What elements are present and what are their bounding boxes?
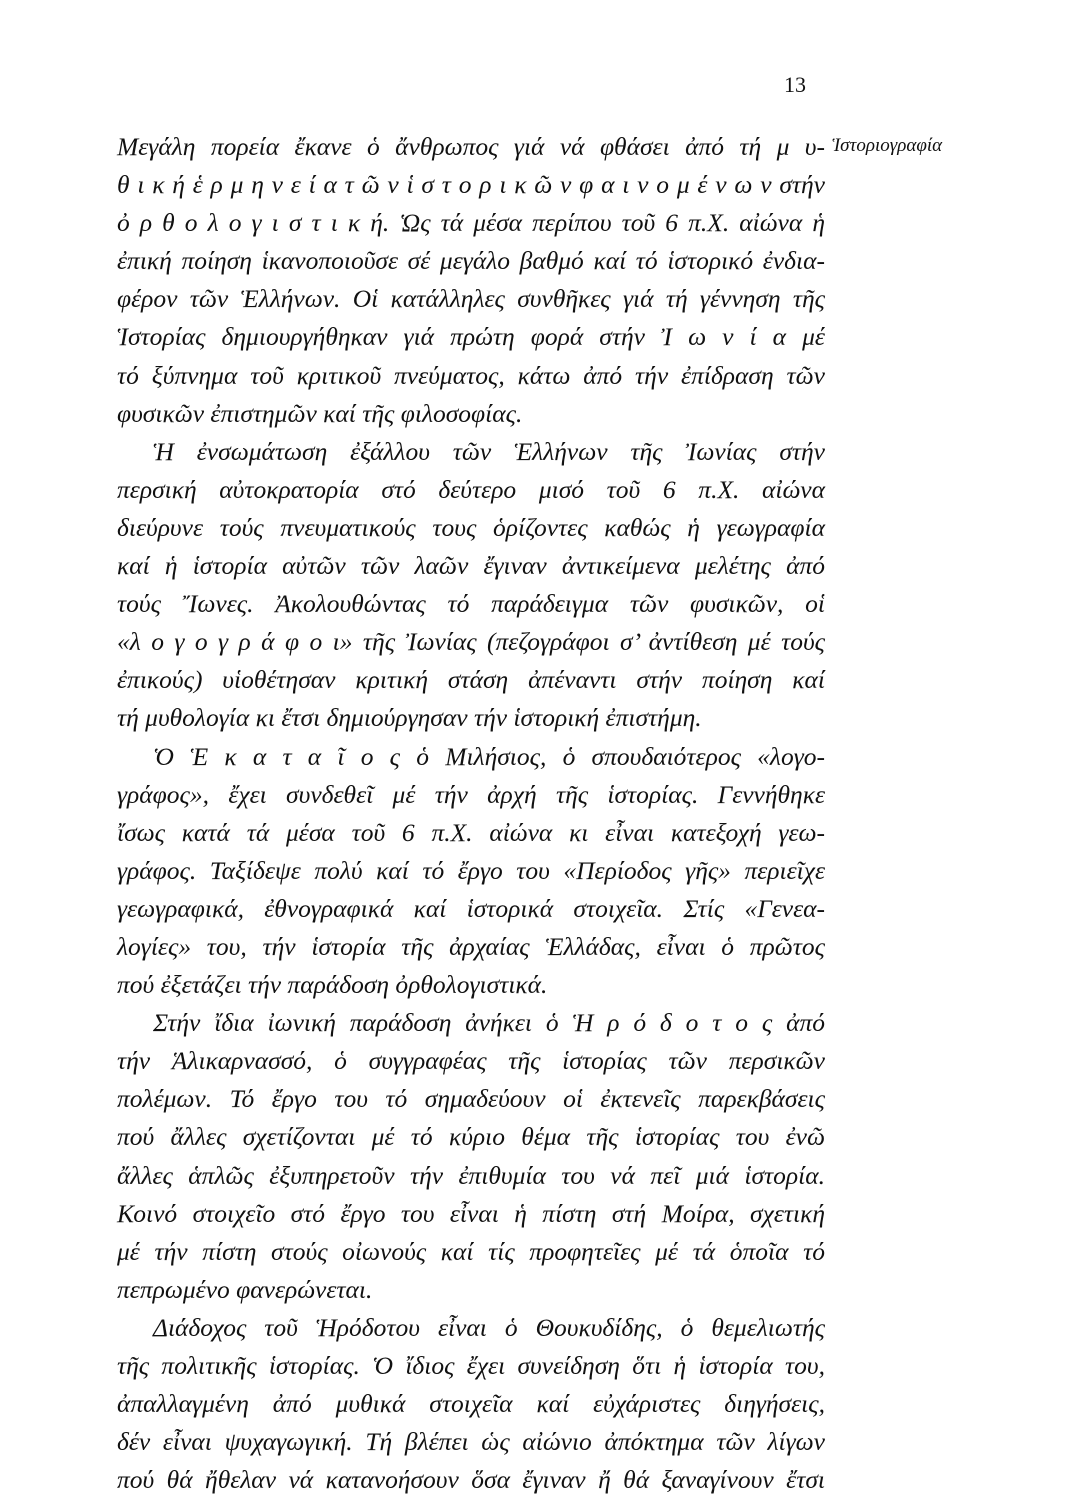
text-line: Ὁ Ἑ κ α τ α ῖ ο ς ὁ Μιλήσιος, ὁ σπουδαιότερος «λογο- <box>153 741 825 771</box>
text-line: «λ ο γ ο γ ρ ά φ ο ι» τῆς Ἰωνίας (πεζογράφοι σ’ ἀντίθεση μέ τούς <box>117 627 825 657</box>
text-line: τῆς πολιτικῆς ἱστορίας. Ὁ ἴδιος ἔχει συνείδηση ὅτι ἡ ἱστορία του, <box>117 1351 825 1380</box>
text-line: καί ἡ ἱστορία αὐτῶν τῶν λαῶν ἔγιναν ἀντικείμενα μελέτης ἀπό <box>117 551 825 581</box>
text-line: Στήν ἴδια ἰωνική παράδοση ἀνήκει ὁ Ἡ ρ ό δ ο τ ο ς ἀπό <box>153 1008 825 1038</box>
text-line: τό ξύπνημα τοῦ κριτικοῦ πνεύματος, κάτω ἀπό τήν ἐπίδραση τῶν <box>117 360 825 390</box>
text-line: τή μυθολογία κι ἔτσι δημιούργησαν τήν ἱστορική ἐπιστήμη. <box>117 703 702 733</box>
text-line: γράφος», ἔχει συνδεθεῖ μέ τήν ἀρχή τῆς ἱστορίας. Γεννήθηκε <box>117 779 825 809</box>
text-line: ἄλλες ἁπλῶς ἐξυπηρετοῦν τήν ἐπιθυμία του νά πεῖ μιά ἱστορία. <box>117 1160 825 1190</box>
text-line: γεωγραφικά, ἐθνογραφικά καί ἱστορικά στοιχεῖα. Στίς «Γενεα- <box>117 893 825 923</box>
text-line: δέν εἶναι ψυχαγωγική. Τή βλέπει ὡς αἰώνιο ἀπόκτημα τῶν λίγων <box>117 1427 825 1457</box>
text-line: Μεγάλη πορεία ἔκανε ὁ ἄνθρωπος γιά νά φθάσει ἀπό τή μ υ- <box>117 132 825 161</box>
text-line: Ἱστορίας δημιουργήθηκαν γιά πρώτη φορά στήν Ἰ ω ν ί α μέ <box>117 322 825 352</box>
text-line: ἀπαλλαγμένη ἀπό μυθικά στοιχεῖα καί εὐχάριστες διηγήσεις, <box>117 1389 825 1419</box>
body-text <box>117 128 825 1499</box>
text-line: τήν Ἁλικαρνασσό, ὁ συγγραφέας τῆς ἱστορίας τῶν περσικῶν <box>117 1046 825 1076</box>
text-line: πού θά ἤθελαν νά κατανοήσουν ὅσα ἔγιναν ἤ θά ξαναγίνουν ἔτσι <box>117 1465 825 1495</box>
text-line: Κοινό στοιχεῖο στό ἔργο του εἶναι ἡ πίστη στή Μοίρα, σχετική <box>117 1198 825 1228</box>
text-line: πού ἐξετάζει τήν παράδοση ὀρθολογιστικά. <box>117 970 548 1000</box>
text-line: φέρον τῶν Ἑλλήνων. Οἱ κατάλληλες συνθῆκες γιά τή γέννηση τῆς <box>117 284 825 314</box>
text-line: περσική αὐτοκρατορία στό δεύτερο μισό τοῦ 6 π.Χ. αἰώνα <box>117 474 825 504</box>
margin-note-title: Ἱστοριογραφία <box>832 135 943 156</box>
text-line: ἴσως κατά τά μέσα τοῦ 6 π.Χ. αἰώνα κι εἶναι κατεξοχή γεω- <box>117 817 825 847</box>
text-line: γράφος. Ταξίδεψε πολύ καί τό ἔργο του «Περίοδος γῆς» περιεῖχε <box>117 855 825 885</box>
text-line: Διάδοχος τοῦ Ἡρόδοτου εἶναι ὁ Θουκυδίδης, ὁ θεμελιωτής <box>153 1312 825 1342</box>
text-line: ὀ ρ θ ο λ ο γ ι σ τ ι κ ή. Ὡς τά μέσα περίπου τοῦ 6 π.Χ. αἰώνα ἡ <box>117 208 825 238</box>
text-line: ἐπική ποίηση ἱκανοποιοῦσε σέ μεγάλο βαθμό καί τό ἱστορικό ἐνδια- <box>117 246 825 276</box>
text-line: πεπρωμένο φανερώνεται. <box>117 1274 373 1304</box>
text-line: λογίες» του, τήν ἱστορία τῆς ἀρχαίας Ἑλλάδας, εἶναι ὁ πρῶτος <box>117 931 825 961</box>
text-line: φυσικῶν ἐπιστημῶν καί τῆς φιλοσοφίας. <box>117 398 523 428</box>
text-line: πού ἄλλες σχετίζονται μέ τό κύριο θέμα τῆς ἱστορίας του ἐνῶ <box>117 1122 825 1152</box>
page-number: 13 <box>784 72 806 97</box>
text-line: πολέμων. Τό ἔργο του τό σημαδεύουν οἱ ἐκτενεῖς παρεκβάσεις <box>117 1084 825 1114</box>
text-line: διεύρυνε τούς πνευματικούς τους ὁρίζοντες καθώς ἡ γεωγραφία <box>117 512 825 542</box>
text-line: μέ τήν πίστη στούς οἰωνούς καί τίς προφητεῖες μέ τά ὁποῖα τό <box>117 1236 825 1266</box>
text-line: ἐπικούς) υἱοθέτησαν κριτική στάση ἀπέναντι στήν ποίηση καί <box>117 665 825 695</box>
text-line: Ἡ ἐνσωμάτωση ἐξάλλου τῶν Ἑλλήνων τῆς Ἰωνίας στήν <box>153 436 825 466</box>
text-line: τούς Ἴωνες. Ἀκολουθώντας τό παράδειγμα τῶν φυσικῶν, οἱ <box>117 589 825 619</box>
text-line: θ ι κ ή ἑ ρ μ η ν ε ί α τ ῶ ν ἱ σ τ ο ρ ι κ ῶ ν φ α ι ν ο μ έ ν ω ν στήν <box>117 170 825 200</box>
